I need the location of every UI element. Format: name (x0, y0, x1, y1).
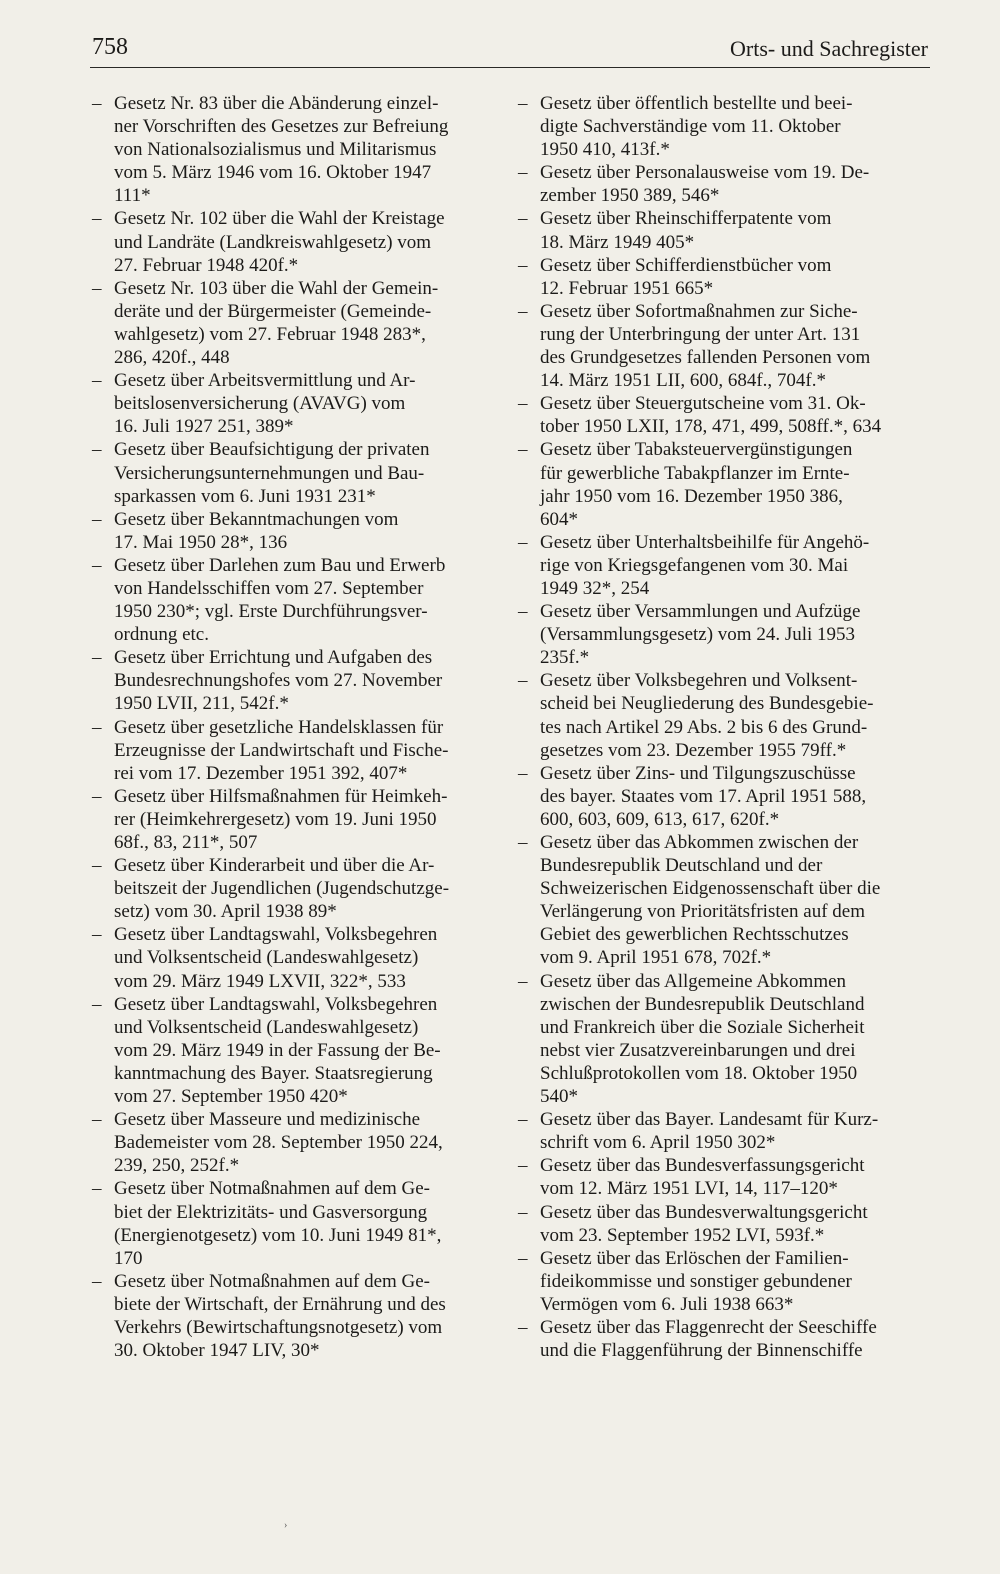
index-entry-line: 286, 420f., 448 (114, 347, 230, 369)
index-entry-line: – Gesetz über Arbeitsvermittlung und Ar- (114, 370, 416, 392)
index-entry-line: vom 5. März 1946 vom 16. Oktober 1947 (114, 162, 432, 184)
index-entry-line: – Gesetz über Landtagswahl, Volksbegehren (114, 993, 438, 1015)
index-entry-line: Erzeugnisse der Landwirtschaft und Fische- (114, 739, 449, 761)
index-entry-line: Bademeister vom 28. September 1950 224, (114, 1132, 443, 1154)
index-entry (92, 646, 470, 715)
page-number: 758 (92, 34, 128, 60)
index-entry (518, 254, 896, 300)
left-column (92, 92, 470, 1362)
index-entry-line: – Gesetz über Masseure und medizinische (114, 1109, 421, 1131)
index-entry (518, 531, 896, 600)
index-entry-line: 540* (540, 1086, 578, 1108)
index-entry (92, 92, 470, 207)
index-entry (518, 600, 896, 669)
index-entry-line: rei vom 17. Dezember 1951 392, 407* (114, 762, 408, 784)
index-entry (92, 369, 470, 438)
index-entry (92, 716, 470, 785)
index-entry-line: 1950 230*; vgl. Erste Durchführungsver- (114, 601, 428, 623)
index-entry-line: 235f.* (540, 647, 590, 669)
index-entry-line: beitszeit der Jugendlichen (Jugendschutzge- (114, 878, 450, 900)
index-entry-line: Vermögen vom 6. Juli 1938 663* (540, 1293, 794, 1315)
index-entry-line: biete der Wirtschaft, der Ernährung und des (114, 1293, 446, 1315)
index-entry-line: Gebiet des gewerblichen Rechtsschutzes (540, 924, 849, 946)
index-entry-line: ordnung etc. (114, 624, 209, 646)
index-entry-line: 27. Februar 1948 420f.* (114, 254, 299, 276)
index-entry (92, 438, 470, 507)
index-entry-line: – Gesetz über Hilfsmaßnahmen für Heimkeh- (114, 785, 448, 807)
index-entry (518, 300, 896, 392)
index-entry (518, 762, 896, 831)
index-entry (92, 854, 470, 923)
index-entry-line: schrift vom 6. April 1950 302* (540, 1132, 776, 1154)
index-entry (518, 438, 896, 530)
index-entry-line: und Landräte (Landkreiswahlgesetz) vom (114, 231, 432, 253)
index-entry-line: jahr 1950 vom 16. Dezember 1950 386, (540, 485, 843, 507)
index-entry-line: Bundesrechnungshofes vom 27. November (114, 670, 443, 692)
index-entry-line: biet der Elektrizitäts- und Gasversorgung (114, 1201, 428, 1223)
right-column (518, 92, 896, 1362)
index-entry-line: Versicherungsunternehmungen und Bau- (114, 462, 425, 484)
index-entry-line: 18. März 1949 405* (540, 231, 695, 253)
index-entry-line: 239, 250, 252f.* (114, 1155, 240, 1177)
index-entry (518, 1316, 896, 1362)
index-entry-line: 600, 603, 609, 613, 617, 620f.* (540, 808, 780, 830)
index-entry-line: rige von Kriegsgefangenen vom 30. Mai (540, 554, 849, 576)
index-entry-line: – Gesetz über Kinderarbeit und über die Ar- (114, 855, 435, 877)
index-entry-line: – Gesetz über Personalausweise vom 19. De- (540, 162, 870, 184)
index-entry (92, 554, 470, 646)
index-entry-line: vom 23. September 1952 LVI, 593f.* (540, 1224, 825, 1246)
index-entry-line: 1949 32*, 254 (540, 577, 650, 599)
index-entry-line: – Gesetz über das Bayer. Landesamt für Kurz- (540, 1109, 879, 1131)
index-entry-line: (Energienotgesetz) vom 10. Juni 1949 81*, (114, 1224, 442, 1246)
index-entry-line: rer (Heimkehrergesetz) vom 19. Juni 1950 (114, 808, 437, 830)
index-entry-line: – Gesetz über Tabaksteuervergünstigungen (540, 439, 853, 461)
index-entry-line: – Gesetz über Beaufsichtigung der privaten (114, 439, 430, 461)
index-entry-line: – Gesetz Nr. 103 über die Wahl der Gemein- (114, 277, 439, 299)
index-entry (518, 970, 896, 1109)
index-entry-line: und Frankreich über die Soziale Sicherheit (540, 1016, 865, 1038)
index-entry-line: – Gesetz über Schifferdienstbücher vom (540, 254, 832, 276)
index-entry-line: Schweizerischen Eidgenossenschaft über die (540, 878, 881, 900)
header-rule (90, 67, 930, 68)
index-entry-line: – Gesetz über Zins- und Tilgungszuschüsse (540, 762, 856, 784)
index-entry-line: – Gesetz über das Erlöschen der Familien- (540, 1247, 849, 1269)
index-entry-line: kanntmachung des Bayer. Staatsregierung (114, 1062, 433, 1084)
index-entry-line: – Gesetz über das Flaggenrecht der Seeschiffe (540, 1316, 877, 1338)
index-entry-line: Verkehrs (Bewirtschaftungsnotgesetz) vom (114, 1316, 443, 1338)
index-entry-line: – Gesetz über das Bundesverwaltungsgericht (540, 1201, 868, 1223)
index-entry-line: 68f., 83, 211*, 507 (114, 832, 258, 853)
index-entry (518, 92, 896, 161)
index-entry-line: tober 1950 LXII, 178, 471, 499, 508ff.*, 634 (540, 416, 882, 438)
index-entry-line: von Nationalsozialismus und Militarismus (114, 139, 437, 161)
index-entry-line: zwischen der Bundesrepublik Deutschland (540, 993, 865, 1015)
index-entry-line: 604* (540, 508, 578, 530)
index-entry (92, 207, 470, 276)
index-entry-line: – Gesetz über Bekanntmachungen vom (114, 508, 399, 530)
index-entry-line: – Gesetz über das Allgemeine Abkommen (540, 970, 847, 992)
index-entry-line: 30. Oktober 1947 LIV, 30* (114, 1340, 320, 1362)
index-entry (518, 1247, 896, 1316)
index-entry-line: – Gesetz über Darlehen zum Bau und Erwerb (114, 554, 446, 576)
index-entry-line: – Gesetz über öffentlich bestellte und beei- (540, 93, 853, 114)
index-entry-line: und Volksentscheid (Landeswahlgesetz) (114, 947, 419, 969)
index-entry-line: sparkassen vom 6. Juni 1931 231* (114, 485, 376, 507)
index-entry-line: vom 9. April 1951 678, 702f.* (540, 947, 772, 969)
index-entry (92, 1177, 470, 1269)
index-entry-line: 12. Februar 1951 665* (540, 277, 714, 299)
index-entry-line: 1950 LVII, 211, 542f.* (114, 693, 289, 715)
index-entry (518, 669, 896, 761)
index-entry-line: – Gesetz über Unterhaltsbeihilfe für Angehö- (540, 531, 870, 553)
index-entry (518, 392, 896, 438)
index-entry-line: – Gesetz über Landtagswahl, Volksbegehren (114, 924, 438, 946)
index-entry-line: nebst vier Zusatzvereinbarungen und drei (540, 1039, 856, 1061)
index-entry-line: vom 27. September 1950 420* (114, 1086, 348, 1108)
index-entry-line: für gewerbliche Tabakpflanzer im Ernte- (540, 462, 850, 484)
index-entry-line: – Gesetz über Sofortmaßnahmen zur Siche- (540, 300, 858, 322)
index-entry-line: setz) vom 30. April 1938 89* (114, 901, 337, 923)
index-entry-line: 111* (114, 185, 151, 207)
index-entry-line: 1950 410, 413f.* (540, 139, 670, 161)
index-entry-line: – Gesetz über Volksbegehren und Volksent- (540, 670, 858, 692)
index-entry-line: – Gesetz über Errichtung und Aufgaben des (114, 647, 433, 669)
footer-mark: › (284, 1520, 288, 1531)
index-entry (92, 1270, 470, 1362)
index-entry-line: – Gesetz Nr. 102 über die Wahl der Kreistage (114, 208, 445, 230)
index-entry-line: – Gesetz über Notmaßnahmen auf dem Ge- (114, 1270, 431, 1292)
index-entry-line: deräte und der Bürgermeister (Gemeinde- (114, 300, 432, 322)
index-entry-line: rung der Unterbringung der unter Art. 131 (540, 323, 861, 345)
index-entry (92, 508, 470, 554)
index-entry-line: 16. Juli 1927 251, 389* (114, 416, 294, 438)
index-entry (92, 277, 470, 369)
index-entry-line: und Volksentscheid (Landeswahlgesetz) (114, 1016, 419, 1038)
index-entry (518, 831, 896, 970)
index-entry-line: – Gesetz über Rheinschifferpatente vom (540, 208, 832, 230)
index-entry-line: scheid bei Neugliederung des Bundesgebie- (540, 693, 874, 715)
index-entry-line: – Gesetz über Steuergutscheine vom 31. Ok- (540, 393, 866, 415)
index-entry-line: tes nach Artikel 29 Abs. 2 bis 6 des Grund- (540, 716, 868, 738)
index-entry (518, 161, 896, 207)
index-entry (518, 1108, 896, 1154)
index-entry-line: – Gesetz über gesetzliche Handelsklassen für (114, 716, 444, 738)
index-entry-line: – Gesetz über Versammlungen und Aufzüge (540, 601, 861, 623)
index-entry-line: beitslosenversicherung (AVAVG) vom (114, 393, 406, 415)
index-entry (518, 1201, 896, 1247)
index-entry-line: – Gesetz Nr. 83 über die Abänderung einzel- (114, 93, 439, 114)
index-entry-line: 17. Mai 1950 28*, 136 (114, 531, 288, 553)
index-entry-line: und die Flaggenführung der Binnenschiffe (540, 1340, 863, 1362)
index-entry-line: 14. März 1951 LII, 600, 684f., 704f.* (540, 370, 827, 392)
index-entry-line: – Gesetz über das Abkommen zwischen der (540, 832, 859, 853)
index-entry (92, 993, 470, 1108)
index-entry-line: des bayer. Staates vom 17. April 1951 588, (540, 785, 867, 807)
running-head: Orts- und Sachregister (730, 36, 928, 61)
index-entry-line: Verlängerung von Prioritätsfristen auf dem (540, 901, 866, 923)
index-entry-line: zember 1950 389, 546* (540, 185, 720, 207)
index-entry-line: (Versammlungsgesetz) vom 24. Juli 1953 (540, 624, 856, 646)
index-entry-line: vom 12. März 1951 LVI, 14, 117–120* (540, 1178, 838, 1200)
index-entry-line: von Handelsschiffen vom 27. September (114, 577, 424, 599)
index-entry-line: 170 (114, 1247, 143, 1269)
index-entry-line: des Grundgesetzes fallenden Personen vom (540, 347, 871, 369)
index-entry-line: ner Vorschriften des Gesetzes zur Befreiung (114, 116, 449, 138)
index-entry-line: vom 29. März 1949 LXVII, 322*, 533 (114, 970, 406, 992)
index-entry-line: – Gesetz über Notmaßnahmen auf dem Ge- (114, 1178, 431, 1200)
index-entry (518, 207, 896, 253)
index-entry-line: Bundesrepublik Deutschland und der (540, 855, 823, 877)
index-entry-line: fideikommisse und sonstiger gebundener (540, 1270, 852, 1292)
index-entry-line: digte Sachverständige vom 11. Oktober (540, 116, 841, 138)
index-entry-line: gesetzes vom 23. Dezember 1955 79ff.* (540, 739, 847, 761)
index-entry-line: Schlußprotokollen vom 18. Oktober 1950 (540, 1062, 858, 1084)
index-entry-line: vom 29. März 1949 in der Fassung der Be- (114, 1039, 441, 1061)
index-entry (92, 785, 470, 854)
index-entry-line: – Gesetz über das Bundesverfassungsgericht (540, 1155, 865, 1177)
index-entry (92, 923, 470, 992)
index-entry (518, 1154, 896, 1200)
index-entry (92, 1108, 470, 1177)
index-entry-line: wahlgesetz) vom 27. Februar 1948 283*, (114, 323, 426, 345)
